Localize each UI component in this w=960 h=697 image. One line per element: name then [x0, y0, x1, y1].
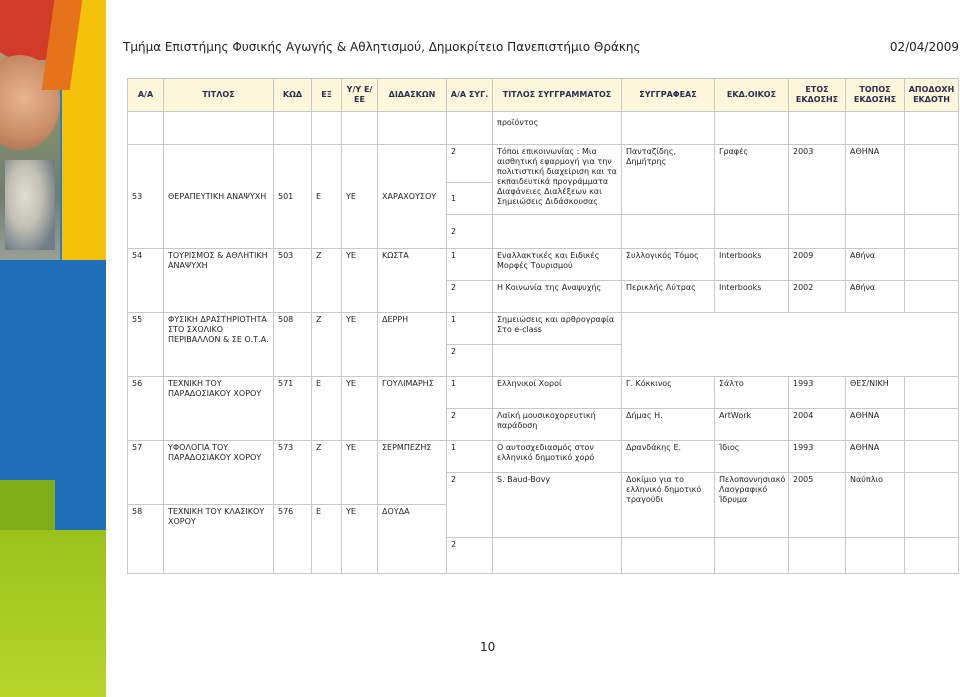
book-number: 1 [447, 249, 493, 281]
book-place: Αθήνα [846, 281, 905, 313]
book-title-line: Τόποι επικοινωνίας : Μια αισθητική εφαρμογή για την πολιτιστική διαχείριση και τα εκπαιδευτικά προγράμματα [497, 147, 617, 186]
col-header: ΔΙΔΑΣΚΩΝ [378, 79, 447, 112]
course-semester: Ζ [312, 249, 342, 313]
course-aa: 56 [128, 377, 164, 441]
course-semester: Ζ [312, 313, 342, 377]
col-header: Α/Α [128, 79, 164, 112]
course-type: ΥΕ [342, 441, 378, 505]
course-aa: 55 [128, 313, 164, 377]
course-code: 501 [274, 145, 312, 249]
course-code: 571 [274, 377, 312, 441]
page-number: 10 [480, 640, 496, 654]
book-place: Αθήνα [846, 249, 905, 281]
table-row [128, 249, 959, 281]
table-row [128, 145, 959, 183]
course-teacher: ΚΩΣΤΑ [378, 249, 447, 313]
course-aa: 58 [128, 505, 164, 574]
document-date: 02/04/2009 [889, 40, 959, 54]
book-title [493, 145, 622, 215]
col-header: ΤΙΤΛΟΣ [164, 79, 274, 112]
book-author: Συλλογικός Τόμος [622, 249, 715, 281]
course-semester: Ε [312, 505, 342, 574]
book-number: 2 [447, 473, 493, 538]
course-title: ΘΕΡΑΠΕΥΤΙΚΗ ΑΝΑΨΥΧΗ [164, 145, 274, 249]
book-place: ΑΘΗΝΑ [846, 145, 905, 215]
book-title: προϊόντος [493, 112, 622, 145]
book-title: Ο αυτοσχεδιασμός στον ελληνικό δημοτικό χορό [493, 441, 622, 473]
book-number: 1 [447, 377, 493, 409]
col-header: ΕΚΔ.ΟΙΚΟΣ [715, 79, 789, 112]
book-number: 1 [447, 441, 493, 473]
book-place: ΑΘΗΝΑ [846, 409, 905, 441]
col-header: Α/Α ΣΥΓ. [447, 79, 493, 112]
decorative-side-banner [0, 0, 106, 697]
book-place: ΘΕΣ/ΝΙΚΗ [846, 377, 905, 409]
table-row [128, 313, 959, 345]
course-type: ΥΕ [342, 377, 378, 441]
book-title: Σημειώσεις και αρθρογραφία Στο e-class [493, 313, 622, 345]
col-header: ΣΥΓΓΡΑΦΕΑΣ [622, 79, 715, 112]
col-header: ΤΟΠΟΣ ΕΚΔΟΣΗΣ [846, 79, 905, 112]
book-publisher: Ίδιος [715, 441, 789, 473]
course-teacher: ΔΕΡΡΗ [378, 313, 447, 377]
book-year: 2003 [789, 145, 846, 215]
course-title: ΥΦΟΛΟΓΙΑ ΤΟΥ ΠΑΡΑΔΟΣΙΑΚΟΥ ΧΟΡΟΥ [164, 441, 274, 505]
course-type: ΥΕ [342, 505, 378, 574]
table-row [128, 112, 959, 145]
book-publisher: Interbooks [715, 249, 789, 281]
book-year: 1993 [789, 441, 846, 473]
book-author: Γ. Κόκκινος [622, 377, 715, 409]
col-header: ΑΠΟΔΟΧΗ ΕΚΔΟΤΗ [905, 79, 959, 112]
book-title: Εναλλακτικές και Ειδικές Μορφές Τουρισμού [493, 249, 622, 281]
course-type: ΥΕ [342, 145, 378, 249]
book-title: Ελληνικοί Χοροί [493, 377, 622, 409]
col-header: ΕΤΟΣ ΕΚΔΟΣΗΣ [789, 79, 846, 112]
course-aa: 53 [128, 145, 164, 249]
course-type: ΥΕ [342, 313, 378, 377]
book-year: 2005 [789, 473, 846, 538]
book-title: S. Baud-Bovy [493, 473, 622, 538]
book-year: 2009 [789, 249, 846, 281]
table-row [128, 441, 959, 473]
col-header: Υ/Υ Ε/ΕΕ [342, 79, 378, 112]
department-title: Τμήμα Επιστήμης Φυσικής Αγωγής & Αθλητισμού, Δημοκρίτειο Πανεπιστήμιο Θράκης [123, 40, 641, 54]
book-publisher: Σάλτο [715, 377, 789, 409]
book-year: 2002 [789, 281, 846, 313]
book-number: 2 [447, 538, 493, 574]
book-author: Δήμας Η. [622, 409, 715, 441]
course-title: ΤΟΥΡΙΣΜΟΣ & ΑΘΛΗΤΙΚΗ ΑΝΑΨΥΧΗ [164, 249, 274, 313]
page-header [123, 40, 959, 60]
table-header-row [128, 79, 959, 112]
book-author: Πανταζίδης, Δημήτρης [622, 145, 715, 215]
book-author: Περικλής Λύτρας [622, 281, 715, 313]
book-title-line: Διαφάνειες Διαλέξεων και Σημειώσεις Διδάσκουσας [497, 187, 602, 206]
course-semester: Ε [312, 145, 342, 249]
course-semester: Ζ [312, 441, 342, 505]
course-code: 573 [274, 441, 312, 505]
book-author: Δοκίμιο για το ελληνικό δημοτικό τραγούδι [622, 473, 715, 538]
col-header: ΤΙΤΛΟΣ ΣΥΓΓΡΑΜΜΑΤΟΣ [493, 79, 622, 112]
book-publisher: Γραφές [715, 145, 789, 215]
book-number: 2 [447, 345, 493, 377]
course-teacher: ΔΟΥΔΑ [378, 505, 447, 574]
book-year: 2004 [789, 409, 846, 441]
textbook-table [127, 78, 959, 574]
course-code: 576 [274, 505, 312, 574]
course-title: ΤΕΧΝΙΚΗ ΤΟΥ ΠΑΡΑΔΟΣΙΑΚΟΥ ΧΟΡΟΥ [164, 377, 274, 441]
course-title: ΦΥΣΙΚΗ ΔΡΑΣΤΗΡΙΟΤΗΤΑ ΣΤΟ ΣΧΟΛΙΚΟ ΠΕΡΙΒΑΛΛΟΝ & ΣΕ Ο.Τ.Α. [164, 313, 274, 377]
book-number: 2 [447, 145, 493, 183]
book-number: 1 [447, 183, 493, 215]
course-code: 508 [274, 313, 312, 377]
course-aa: 57 [128, 441, 164, 505]
book-place: Ναύπλιο [846, 473, 905, 538]
col-header: ΚΩΔ [274, 79, 312, 112]
book-publisher: Interbooks [715, 281, 789, 313]
course-aa: 54 [128, 249, 164, 313]
course-teacher: ΓΟΥΛΙΜΑΡΗΣ [378, 377, 447, 441]
book-number: 1 [447, 313, 493, 345]
course-teacher: ΧΑΡΑΧΟΥΣΟΥ [378, 145, 447, 249]
course-code: 503 [274, 249, 312, 313]
book-author: Δρανδάκης Ε. [622, 441, 715, 473]
book-publisher: Πελοποννησιακό Λαογραφικό Ίδρυμα [715, 473, 789, 538]
book-place: ΑΘΗΝΑ [846, 441, 905, 473]
book-year: 1993 [789, 377, 846, 409]
book-title: Λαϊκή μουσικοχορευτική παράδοση [493, 409, 622, 441]
course-teacher: ΣΕΡΜΠΕΖΗΣ [378, 441, 447, 505]
book-publisher: ArtWork [715, 409, 789, 441]
book-title: Η Κοινωνία της Αναψυχής [493, 281, 622, 313]
table-row [128, 377, 959, 409]
course-semester: Ε [312, 377, 342, 441]
course-type: ΥΕ [342, 249, 378, 313]
book-number: 2 [447, 281, 493, 313]
col-header: ΕΞ [312, 79, 342, 112]
book-number: 2 [447, 215, 493, 249]
banner-block-green [0, 530, 106, 697]
banner-photo-children [5, 160, 55, 250]
book-number: 2 [447, 409, 493, 441]
course-title: ΤΕΧΝΙΚΗ ΤΟΥ ΚΛΑΣΙΚΟΥ ΧΟΡΟΥ [164, 505, 274, 574]
